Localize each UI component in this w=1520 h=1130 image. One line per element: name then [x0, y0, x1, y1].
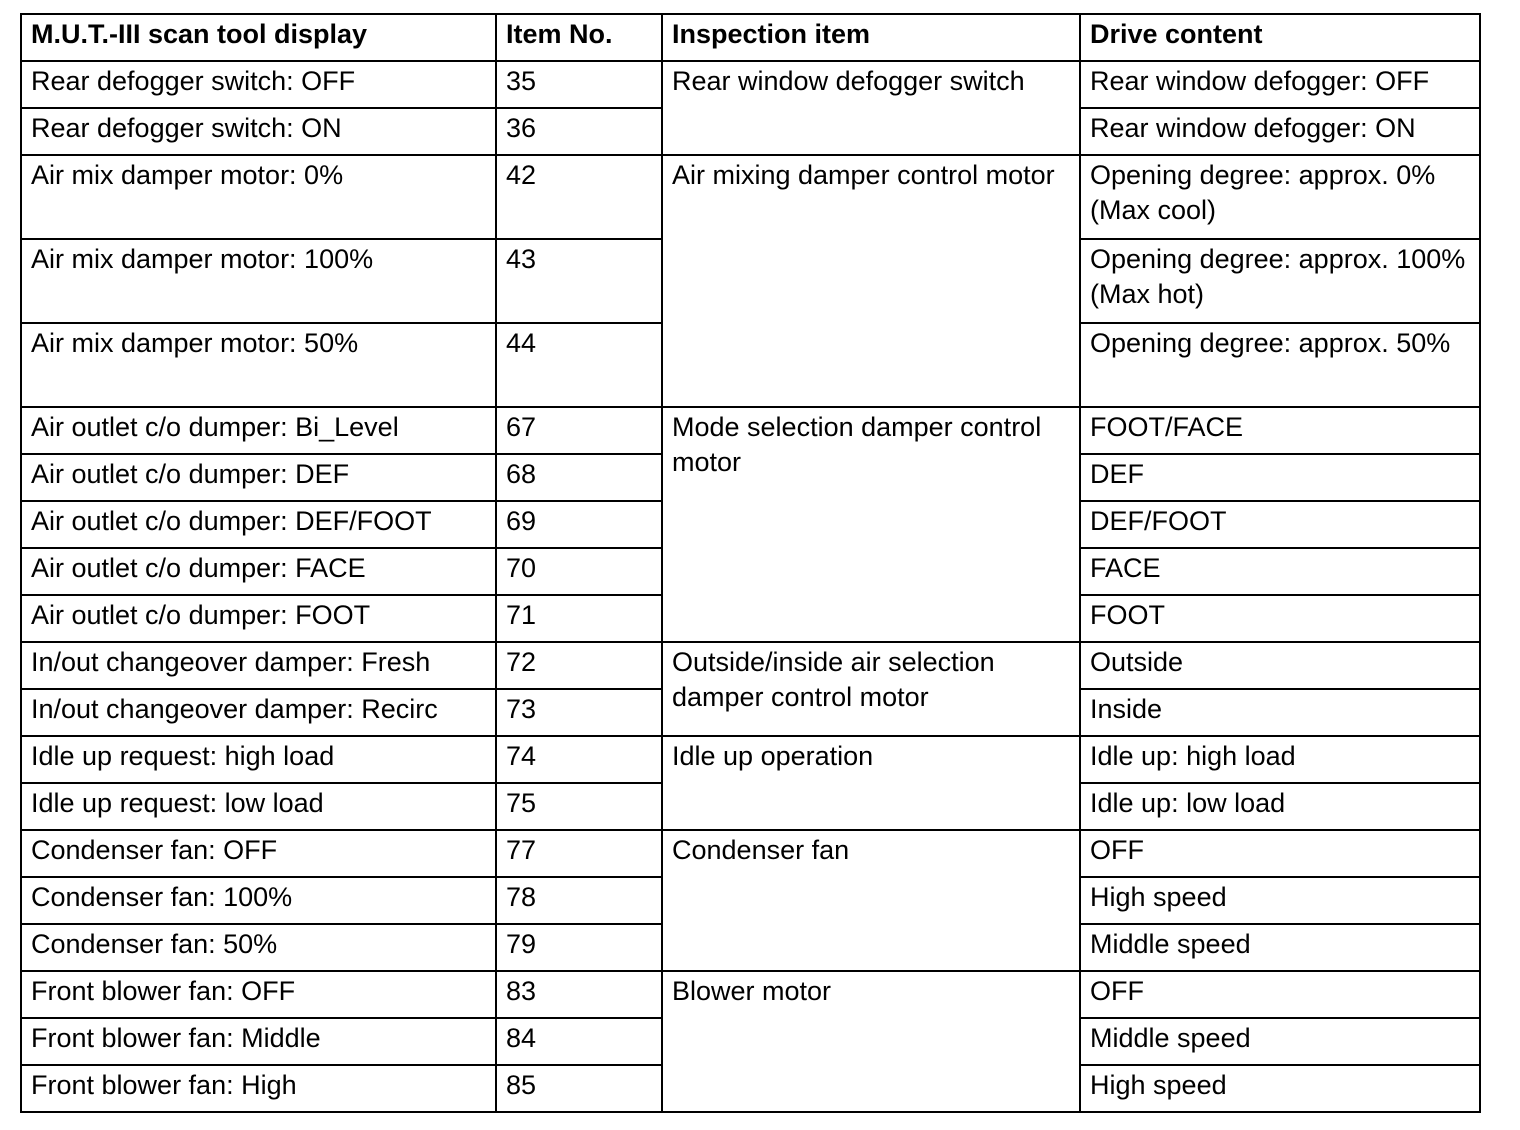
drive-content-cell: High speed — [1080, 1065, 1480, 1112]
scan-tool-display-cell: Condenser fan: 100% — [21, 877, 496, 924]
scan-tool-display-cell: In/out changeover damper: Fresh — [21, 642, 496, 689]
item-no-cell: 44 — [496, 323, 662, 407]
item-no-cell: 84 — [496, 1018, 662, 1065]
drive-content-cell: OFF — [1080, 971, 1480, 1018]
scan-tool-display-cell: Air outlet c/o dumper: DEF/FOOT — [21, 501, 496, 548]
scan-tool-display-cell: Air mix damper motor: 50% — [21, 323, 496, 407]
header-item-no: Item No. — [496, 14, 662, 61]
item-no-cell: 74 — [496, 736, 662, 783]
item-no-cell: 75 — [496, 783, 662, 830]
table-row — [21, 61, 1480, 108]
inspection-item-cell: Condenser fan — [662, 830, 1080, 971]
drive-content-cell: DEF — [1080, 454, 1480, 501]
scan-tool-display-cell: Condenser fan: 50% — [21, 924, 496, 971]
drive-content-cell: Idle up: low load — [1080, 783, 1480, 830]
scan-tool-display-cell: Idle up request: high load — [21, 736, 496, 783]
drive-content-cell: FACE — [1080, 548, 1480, 595]
scan-tool-display-cell: Air outlet c/o dumper: FACE — [21, 548, 496, 595]
header-row — [21, 14, 1480, 61]
drive-content-cell: DEF/FOOT — [1080, 501, 1480, 548]
inspection-item-cell: Rear window defogger switch — [662, 61, 1080, 155]
scan-tool-display-cell: Rear defogger switch: OFF — [21, 61, 496, 108]
drive-content-cell: High speed — [1080, 877, 1480, 924]
drive-content-cell: Opening degree: approx. 50% — [1080, 323, 1480, 407]
drive-content-cell: Rear window defogger: ON — [1080, 108, 1480, 155]
drive-content-cell: FOOT — [1080, 595, 1480, 642]
scan-tool-display-cell: Idle up request: low load — [21, 783, 496, 830]
item-no-cell: 67 — [496, 407, 662, 454]
drive-content-cell: Opening degree: approx. 0% (Max cool) — [1080, 155, 1480, 239]
item-no-cell: 77 — [496, 830, 662, 877]
item-no-cell: 79 — [496, 924, 662, 971]
drive-content-cell: Inside — [1080, 689, 1480, 736]
scan-tool-display-cell: In/out changeover damper: Recirc — [21, 689, 496, 736]
scan-tool-display-cell: Front blower fan: OFF — [21, 971, 496, 1018]
drive-content-cell: FOOT/FACE — [1080, 407, 1480, 454]
drive-content-cell: Middle speed — [1080, 1018, 1480, 1065]
drive-content-cell: OFF — [1080, 830, 1480, 877]
table-row — [21, 971, 1480, 1018]
scan-tool-display-cell: Air outlet c/o dumper: Bi_Level — [21, 407, 496, 454]
item-no-cell: 35 — [496, 61, 662, 108]
item-no-cell: 70 — [496, 548, 662, 595]
drive-content-cell: Opening degree: approx. 100% (Max hot) — [1080, 239, 1480, 323]
drive-content-cell: Idle up: high load — [1080, 736, 1480, 783]
scan-tool-display-cell: Air mix damper motor: 100% — [21, 239, 496, 323]
item-no-cell: 83 — [496, 971, 662, 1018]
inspection-item-cell: Idle up operation — [662, 736, 1080, 830]
inspection-item-cell: Blower motor — [662, 971, 1080, 1112]
header-drive-content: Drive content — [1080, 14, 1480, 61]
scan-tool-display-cell: Condenser fan: OFF — [21, 830, 496, 877]
inspection-item-cell: Outside/inside air selection damper control motor — [662, 642, 1080, 736]
item-no-cell: 71 — [496, 595, 662, 642]
drive-content-cell: Rear window defogger: OFF — [1080, 61, 1480, 108]
table-row — [21, 642, 1480, 689]
scan-tool-display-cell: Air outlet c/o dumper: DEF — [21, 454, 496, 501]
item-no-cell: 36 — [496, 108, 662, 155]
item-no-cell: 85 — [496, 1065, 662, 1112]
scan-tool-display-cell: Front blower fan: Middle — [21, 1018, 496, 1065]
table-container — [20, 13, 1479, 1113]
drive-content-cell: Outside — [1080, 642, 1480, 689]
actuator-test-table — [20, 13, 1481, 1113]
drive-content-cell: Middle speed — [1080, 924, 1480, 971]
item-no-cell: 73 — [496, 689, 662, 736]
table-row — [21, 736, 1480, 783]
item-no-cell: 42 — [496, 155, 662, 239]
table-row — [21, 407, 1480, 454]
scan-tool-display-cell: Air outlet c/o dumper: FOOT — [21, 595, 496, 642]
item-no-cell: 72 — [496, 642, 662, 689]
item-no-cell: 69 — [496, 501, 662, 548]
item-no-cell: 43 — [496, 239, 662, 323]
item-no-cell: 78 — [496, 877, 662, 924]
table-row — [21, 155, 1480, 239]
header-scan-tool-display: M.U.T.-III scan tool display — [21, 14, 496, 61]
item-no-cell: 68 — [496, 454, 662, 501]
inspection-item-cell: Mode selection damper control motor — [662, 407, 1080, 642]
inspection-item-cell: Air mixing damper control motor — [662, 155, 1080, 407]
scan-tool-display-cell: Air mix damper motor: 0% — [21, 155, 496, 239]
scan-tool-display-cell: Front blower fan: High — [21, 1065, 496, 1112]
header-inspection-item: Inspection item — [662, 14, 1080, 61]
scan-tool-display-cell: Rear defogger switch: ON — [21, 108, 496, 155]
table-row — [21, 830, 1480, 877]
